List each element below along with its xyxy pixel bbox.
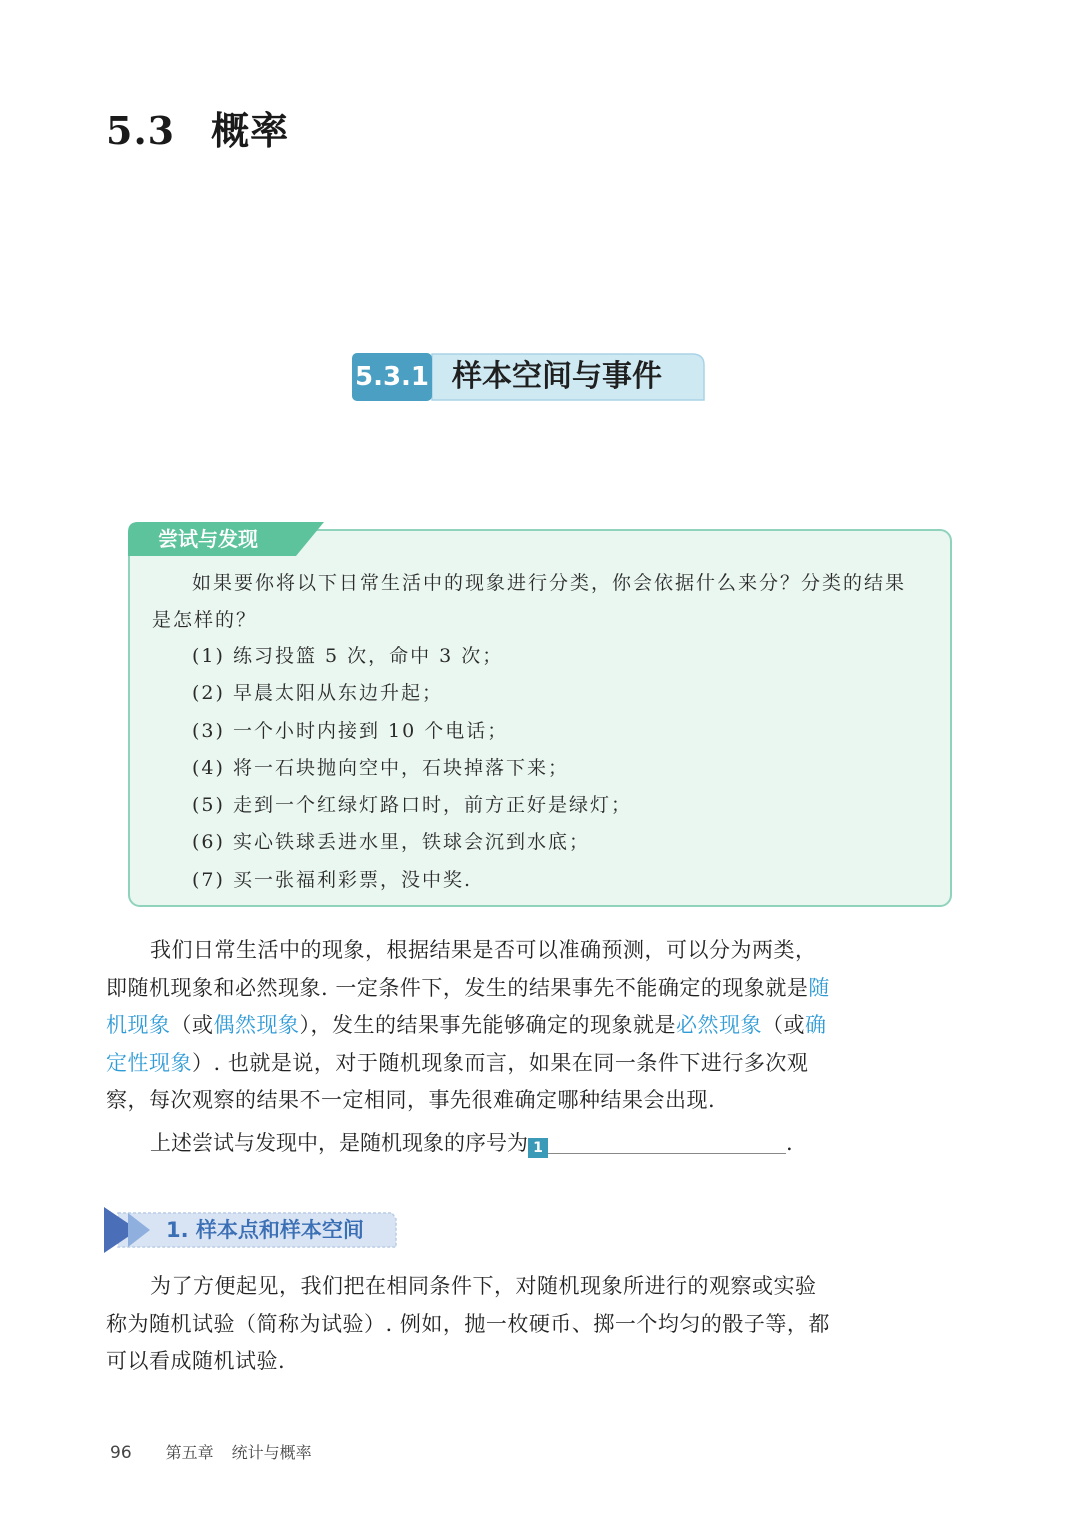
paragraph-text: （或 [170, 1013, 214, 1037]
try-intro-line2: 是怎样的？ [152, 609, 258, 631]
section-number: 5.3.1 [354, 362, 430, 392]
list-item: (6) 实心铁球丢进水里，铁球会沉到水底； [192, 831, 590, 854]
list-item: (2) 早晨太阳从东边升起； [192, 682, 443, 705]
try-item-list [192, 638, 632, 899]
keyword-random-phenomenon: 随机现象 [106, 975, 830, 1037]
footer-chapter-title: 统计与概率 [231, 1443, 312, 1462]
chapter-title [106, 100, 289, 155]
try-tab-label: 尝试与发现 [158, 527, 258, 551]
list-item: (4) 将一石块抛向空中，石块掉落下来； [192, 756, 569, 779]
paragraph-random-trial: 为了方便起见，我们把在相同条件下，对随机现象所进行的观察或实验称为随机试验（简称为试验）. 例如，抛一枚硬币、掷一个均匀的骰子等，都可以看成随机试验. [106, 1274, 830, 1373]
list-item: (7) 买一张福利彩票，没中奖. [192, 868, 472, 891]
page-footer [110, 1440, 312, 1463]
paragraph-text: ），发生的结果事先能够确定的现象就是 [299, 1013, 676, 1037]
chapter-name: 概率 [211, 108, 290, 153]
answer-blank-field[interactable] [548, 1131, 786, 1154]
keyword-inevitable-phenomenon: 必然现象 [676, 1013, 762, 1037]
subsection-title: 1. 样本点和样本空间 [166, 1218, 364, 1242]
paragraph-text: 我们日常生活中的现象，根据结果是否可以准确预测，可以分为两类，即随机现象和必然现象. 一定条件下，发生的结果事先不能确定的现象就是 [106, 938, 817, 1000]
try-intro-line1: 如果要你将以下日常生活中的现象进行分类，你会依据什么来分？分类的结果 [192, 572, 907, 594]
paragraph-text: ）. 也就是说，对于随机现象而言，如果在同一条件下进行多次观察，每次观察的结果不一定相同，事先很难确定哪种结果会出现. [106, 1050, 809, 1112]
list-item: (5) 走到一个红绿灯路口时，前方正好是绿灯； [192, 794, 632, 817]
page-number: 96 [110, 1443, 132, 1463]
try-and-discover-tab [128, 520, 328, 558]
answer-number-badge: 1 [528, 1138, 548, 1158]
answer-line [150, 1125, 793, 1162]
footer-chapter: 第五章 [165, 1443, 214, 1462]
keyword-deterministic-phenomenon: 确定性现象 [106, 1013, 827, 1075]
list-item: (3) 一个小时内接到 10 个电话； [192, 719, 509, 742]
subsection-banner [104, 1207, 400, 1253]
keyword-accidental-phenomenon: 偶然现象 [213, 1013, 300, 1037]
section-banner [352, 353, 706, 401]
section-title: 样本空间与事件 [452, 359, 662, 394]
list-item: (1) 练习投篮 5 次，命中 3 次； [192, 645, 504, 667]
answer-prompt: 上述尝试与发现中，是随机现象的序号为 [150, 1131, 528, 1155]
chapter-number: 5.3 [106, 108, 176, 153]
paragraph-text: （或 [762, 1013, 805, 1037]
answer-period: . [786, 1131, 793, 1155]
paragraph-phenomena [106, 932, 836, 1120]
